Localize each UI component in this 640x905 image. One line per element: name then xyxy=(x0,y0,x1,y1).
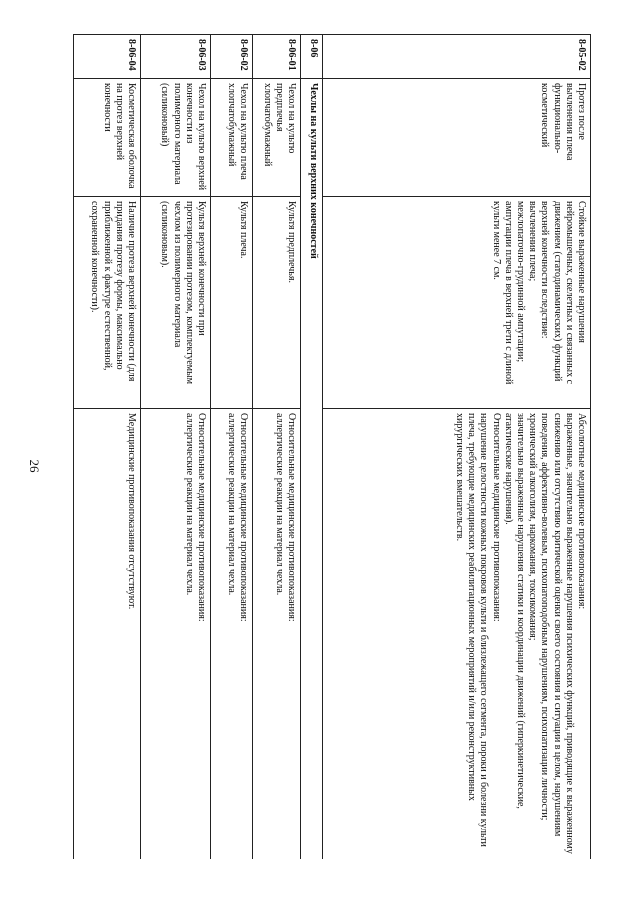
contra-line: хронический алкоголизм, наркомания, токсикомания; xyxy=(527,413,539,641)
contra-line: Медицинские противопоказания отсутствуют. xyxy=(126,413,137,610)
contra-line: аллергические реакции на материал чехла. xyxy=(273,413,285,596)
contra-line: аллергические реакции на материал чехла. xyxy=(183,413,195,596)
row-description xyxy=(253,197,301,409)
table-row xyxy=(74,35,141,860)
row-name: Чехол на культю предплечья хлопчатобумажный xyxy=(253,79,301,197)
row-name: Чехол на культю плеча хлопчатобумажный xyxy=(211,79,253,197)
row-description xyxy=(141,197,211,409)
table-row xyxy=(253,35,301,860)
contra-line: Относительные медицинские противопоказания: xyxy=(286,413,297,622)
description-line: Культя плеча. xyxy=(238,201,249,259)
row-name: Косметическая оболочка на протез верхней конечности xyxy=(74,79,141,197)
description-line: Культя верхней конечности при протезировании протезом, комплектуемым чехлом из полимерного материала (силиконовым). xyxy=(159,201,207,385)
row-name: Протез после вычленения плеча функционально-косметический xyxy=(323,79,591,197)
row-code: 8-06-02 xyxy=(211,35,253,79)
row-code: 8-06-03 xyxy=(141,35,211,79)
row-contraindications xyxy=(74,409,141,860)
classification-table xyxy=(73,34,591,859)
row-contraindications xyxy=(211,409,253,860)
row-code: 8-06-04 xyxy=(74,35,141,79)
table-row-section xyxy=(301,35,323,860)
row-code: 8-06-01 xyxy=(253,35,301,79)
contra-line: Относительные медицинские противопоказания: xyxy=(490,413,502,622)
row-contraindications xyxy=(141,409,211,860)
table-row xyxy=(141,35,211,860)
rotated-table-container xyxy=(73,34,591,859)
description-line: межлопаточно-грудинной ампутации; xyxy=(515,201,527,363)
page-number: 26 xyxy=(27,459,42,473)
contra-line: значительно выраженные нарушения статики и координации движений (гиперкинетические, атактические нарушения). xyxy=(502,413,527,809)
contra-line: Абсолютные медицинские противопоказания: xyxy=(576,413,587,610)
table-row xyxy=(211,35,253,860)
row-description xyxy=(323,197,591,409)
row-description xyxy=(211,197,253,409)
row-name: Чехол на культю верхней конечности из полимерного материала (силиконовый) xyxy=(141,79,211,197)
section-title: Чехлы на культи верхних конечностей xyxy=(301,79,323,860)
contra-line: выраженные, значительно выраженные нарушения психических функций, приводящие к выраженному снижению или отсутствию критической оценки своего состояния и ситуации в целом, нарушениям поведения, аффективно-волевым, психопатоподобным нарушениям, психопатизации личности; xyxy=(539,413,575,854)
contra-line: Относительные медицинские противопоказания: xyxy=(196,413,207,622)
row-code: 8-05-02 xyxy=(323,35,591,79)
contra-line: аллергические реакции на материал чехла. xyxy=(225,413,237,596)
description-line: Наличие протеза верхней конечности (для придания протезу формы, максимально приближенной к фактуре естественной, сохраненной конечности). xyxy=(89,201,137,382)
contra-line: нарушение целостности кожных покровов культи и близлежащего сегмента, пороки и болезни культи плеча, требующие медицинских реабилитационных мероприятий и/или реконструктивных хирургических вмешательств. xyxy=(454,413,490,847)
description-line: ампутации плеча в верхней трети с длиной культи менее 7 см. xyxy=(490,201,514,385)
row-contraindications xyxy=(253,409,301,860)
document-sheet xyxy=(73,34,591,859)
description-line: вычленения плеча; xyxy=(527,201,539,282)
contra-line: Относительные медицинские противопоказания: xyxy=(238,413,249,622)
row-contraindications xyxy=(323,409,591,860)
description-line: Культя предплечья. xyxy=(286,201,297,283)
description-line: Стойкие выраженные нарушения нейромышечных, скелетных и связанных с движением (статодинамических) функций верхней конечности вследствие: xyxy=(539,201,587,385)
table-row xyxy=(323,35,591,860)
row-description xyxy=(74,197,141,409)
section-code: 8-06 xyxy=(301,35,323,79)
